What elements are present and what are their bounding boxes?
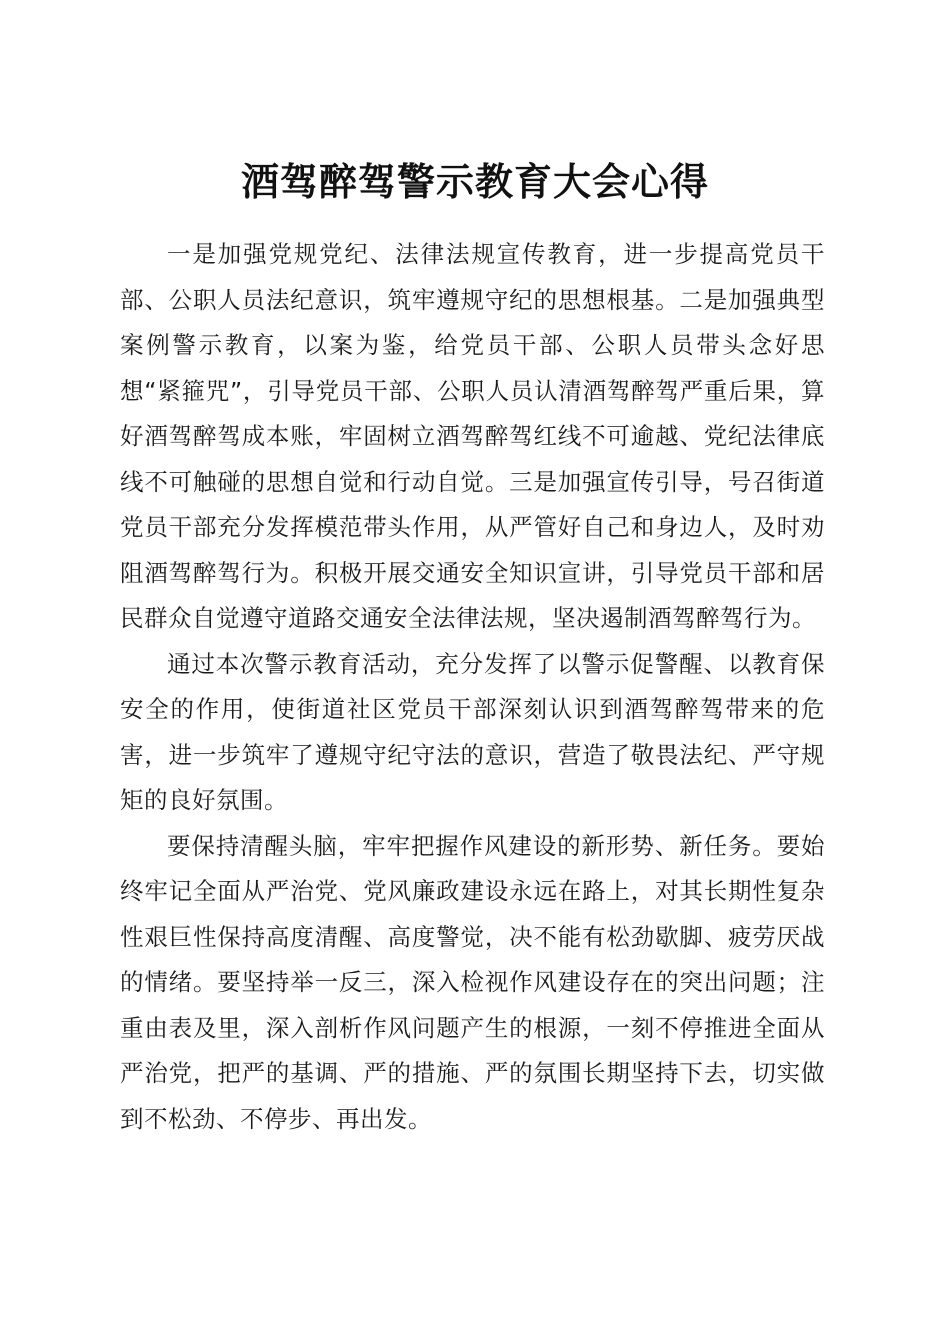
paragraph-1: 一是加强党规党纪、法律法规宣传教育，进一步提高党员干部、公职人员法纪意识，筑牢遵规守纪的思想根基。二是加强典型案例警示教育，以案为鉴，给党员干部、公职人员带头念好思想“紧箍咒”，引导党员干部、公职人员认清酒驾醉驾严重后果，算好酒驾醉驾成本账，牢固树立酒驾醉驾红线不可逾越、党纪法律底线不可触碰的思想自觉和行动自觉。三是加强宣传引导，号召街道党员干部充分发挥模范带头作用，从严管好自己和身边人，及时劝阻酒驾醉驾行为。积极开展交通安全知识宣讲，引导党员干部和居民群众自觉遵守道路交通安全法律法规，坚决遏制酒驾醉驾行为。 (120, 240, 825, 632)
paragraph-3: 要保持清醒头脑，牢牢把握作风建设的新形势、新任务。要始终牢记全面从严治党、党风廉政建设永远在路上，对其长期性复杂性艰巨性保持高度清醒、高度警觉，决不能有松劲歇脚、疲劳厌战的情绪。要坚持举一反三，深入检视作风建设存在的突出问题；注重由表及里，深入剖析作风问题产生的根源，一刻不停推进全面从严治党，把严的基调、严的措施、严的氛围长期坚持下去，切实做到不松劲、不停步、再出发。 (120, 831, 825, 1133)
document-body (120, 232, 825, 1142)
paragraph-2: 通过本次警示教育活动，充分发挥了以警示促警醒、以教育保安全的作用，使街道社区党员干部深刻认识到酒驾醉驾带来的危害，进一步筑牢了遵规守纪守法的意识，营造了敬畏法纪、严守规矩的良好氛围。 (120, 649, 825, 814)
document-title: 酒驾醉驾警示教育大会心得 (240, 159, 709, 205)
